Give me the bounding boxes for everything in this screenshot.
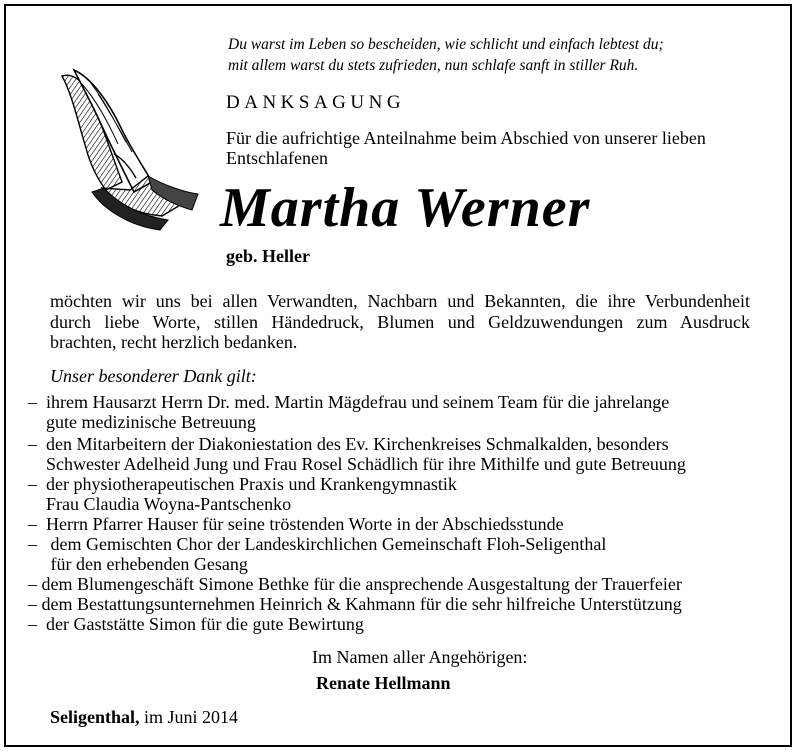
place-date — [50, 707, 238, 728]
heading-danksagung: DANKSAGUNG — [226, 92, 406, 113]
intro-line-1: Für die aufrichtige Anteilnahme beim Abschied von unserer lieben — [226, 128, 706, 148]
thanks-line: für den erhebenden Gesang — [28, 554, 248, 574]
on-behalf-text: Im Namen aller Angehörigen: — [312, 647, 528, 667]
thanks-line: – Herrn Pfarrer Hauser für seine tröstenden Worte in der Abschiedsstunde — [28, 514, 564, 534]
place: Seligenthal, — [50, 707, 140, 727]
thanks-line: Schwester Adelheid Jung und Frau Rosel Schädlich für ihre Mithilfe und gute Betreuung — [28, 454, 686, 474]
obituary-notice — [4, 4, 792, 747]
thanks-line: – dem Gemischten Chor der Landeskirchlichen Gemeinschaft Floh-Seligenthal — [28, 534, 607, 554]
thanks-line: – dem Bestattungsunternehmen Heinrich & Kahmann für die sehr hilfreiche Unterstützung — [28, 594, 682, 614]
signatory-name: Renate Hellmann — [316, 673, 451, 693]
thanks-line: gute medizinische Betreuung — [28, 412, 256, 432]
deceased-name: Martha Werner — [220, 177, 591, 239]
body-line-1: möchten wir uns bei allen Verwandten, Nachbarn und Bekannten, die ihre Verbundenheit — [50, 291, 750, 311]
body-line-2: durch liebe Worte, stillen Händedruck, Blumen und Geldzuwendungen zum Ausdruck — [50, 312, 750, 332]
motto-line-2: mit allem warst du stets zufrieden, nun schlafe sanft in stiller Ruh. — [228, 57, 639, 74]
date: im Juni 2014 — [139, 707, 239, 727]
motto-line-1: Du warst im Leben so bescheiden, wie schlicht und einfach lebtest du; — [228, 36, 664, 53]
thanks-line: – den Mitarbeitern der Diakoniestation des Ev. Kirchenkreises Schmalkalden, besonders — [28, 434, 669, 454]
intro-line-2: Entschlafenen — [226, 148, 328, 168]
thanks-line: – dem Blumengeschäft Simone Bethke für die ansprechende Ausgestaltung der Trauerfeier — [28, 574, 682, 594]
thanks-line: – der physiotherapeutischen Praxis und Krankengymnastik — [28, 474, 457, 494]
maiden-name: geb. Heller — [226, 246, 310, 266]
thanks-line: – ihrem Hausarzt Herrn Dr. med. Martin Mägdefrau und seinem Team für die jahrelange — [28, 392, 670, 412]
body-line-3: brachten, recht herzlich bedanken. — [50, 332, 298, 352]
thanks-line: – der Gaststätte Simon für die gute Bewirtung — [28, 614, 364, 634]
praying-hands-icon — [52, 64, 202, 232]
special-thanks-heading: Unser besonderer Dank gilt: — [50, 366, 257, 386]
thanks-line: Frau Claudia Woyna-Pantschenko — [28, 494, 292, 514]
